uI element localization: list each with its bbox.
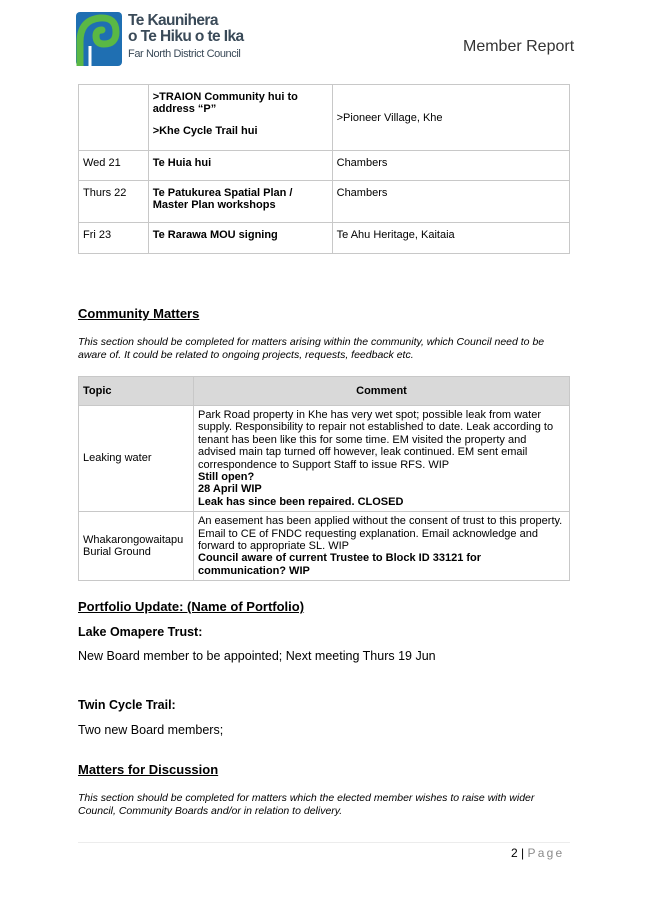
community-comment: [194, 406, 570, 512]
community-table: [78, 376, 570, 581]
schedule-location: Chambers: [332, 151, 569, 181]
schedule-event: Te Rarawa MOU signing: [148, 223, 332, 254]
comment-status: 28 April WIP: [198, 483, 262, 496]
discussion-heading: Matters for Discussion: [78, 762, 219, 777]
community-topic: Whakarongowaitapu Burial Ground: [79, 512, 194, 581]
schedule-table: [78, 84, 570, 254]
comment-status: Leak has since been repaired. CLOSED: [198, 495, 404, 508]
footer-divider: [78, 842, 570, 843]
comment-text: An easement has been applied without the consent of trust to this property. Email to CE of FNDC requesting explanation. Email acknowledge and forward to appropriate SL. WIP: [198, 515, 563, 553]
topic-header: Topic: [79, 377, 194, 406]
schedule-day: Fri 23: [79, 223, 149, 254]
comment-status: Still open?: [198, 471, 255, 484]
portfolio-item-text: New Board member to be appointed; Next meeting Thurs 19 Jun: [78, 649, 436, 663]
schedule-location: Te Ahu Heritage, Kaitaia: [332, 223, 569, 254]
community-comment: [194, 512, 570, 581]
portfolio-item-text: Two new Board members;: [78, 723, 224, 737]
portfolio-heading: Portfolio Update: (Name of Portfolio): [78, 599, 305, 614]
community-topic: Leaking water: [79, 406, 194, 512]
schedule-day: [79, 85, 149, 151]
community-row: [79, 512, 570, 581]
discussion-note: This section should be completed for matters which the elected member wishes to raise with wider Council, Community Boards and/or in relation to delivery.: [78, 792, 535, 817]
koru-logo-icon: [76, 12, 122, 66]
schedule-row: [79, 151, 570, 181]
schedule-event: [148, 85, 332, 151]
council-logo: [76, 12, 246, 66]
page-number: [511, 846, 564, 860]
page-separator: |: [521, 846, 525, 860]
comment-header: Comment: [194, 377, 570, 406]
logo-wordmark: [128, 13, 244, 62]
community-note: This section should be completed for matters arising within the community, which Council need to be aware of. It could be related to ongoing projects, requests, feedback etc.: [78, 336, 545, 361]
schedule-event: Te Huia hui: [148, 151, 332, 181]
schedule-row: [79, 181, 570, 223]
page-word: Page: [527, 846, 565, 860]
comment-status: Council aware of current Trustee to Block ID 33121 for communication? WIP: [198, 552, 482, 577]
comment-text: Park Road property in Khe has very wet spot; possible leak from water supply. Responsibility to repair not established to date. Leak according to tenant has been like this for some time. EM visited the property and advised main tap turned off however, leak continued. EM sent email correspondence to Support Staff to issue RFS. WIP: [198, 409, 554, 471]
schedule-event-line: >Khe Cycle Trail hui: [152, 125, 258, 137]
schedule-day: Wed 21: [79, 151, 149, 181]
report-title: Member Report: [463, 38, 575, 55]
portfolio-item-title: Twin Cycle Trail:: [78, 698, 176, 712]
logo-line-2: o Te Hiku o te Ika: [128, 28, 244, 45]
portfolio-item-title: Lake Omapere Trust:: [78, 625, 203, 639]
schedule-row: [79, 223, 570, 254]
community-row: [79, 406, 570, 512]
community-header-row: [79, 377, 570, 406]
logo-line-3: Far North District Council: [128, 48, 241, 60]
community-heading: Community Matters: [78, 306, 200, 321]
schedule-day: Thurs 22: [79, 181, 149, 223]
page-number-value: 2: [511, 846, 518, 860]
schedule-event: Te Patukurea Spatial Plan / Master Plan workshops: [148, 181, 332, 223]
logo-line-1: Te Kaunihera: [128, 12, 218, 29]
schedule-location: Chambers: [332, 181, 569, 223]
schedule-location: >Pioneer Village, Khe: [332, 85, 569, 151]
schedule-event-line: >TRAION Community hui to address “P”: [152, 91, 298, 115]
schedule-row: [79, 85, 570, 151]
